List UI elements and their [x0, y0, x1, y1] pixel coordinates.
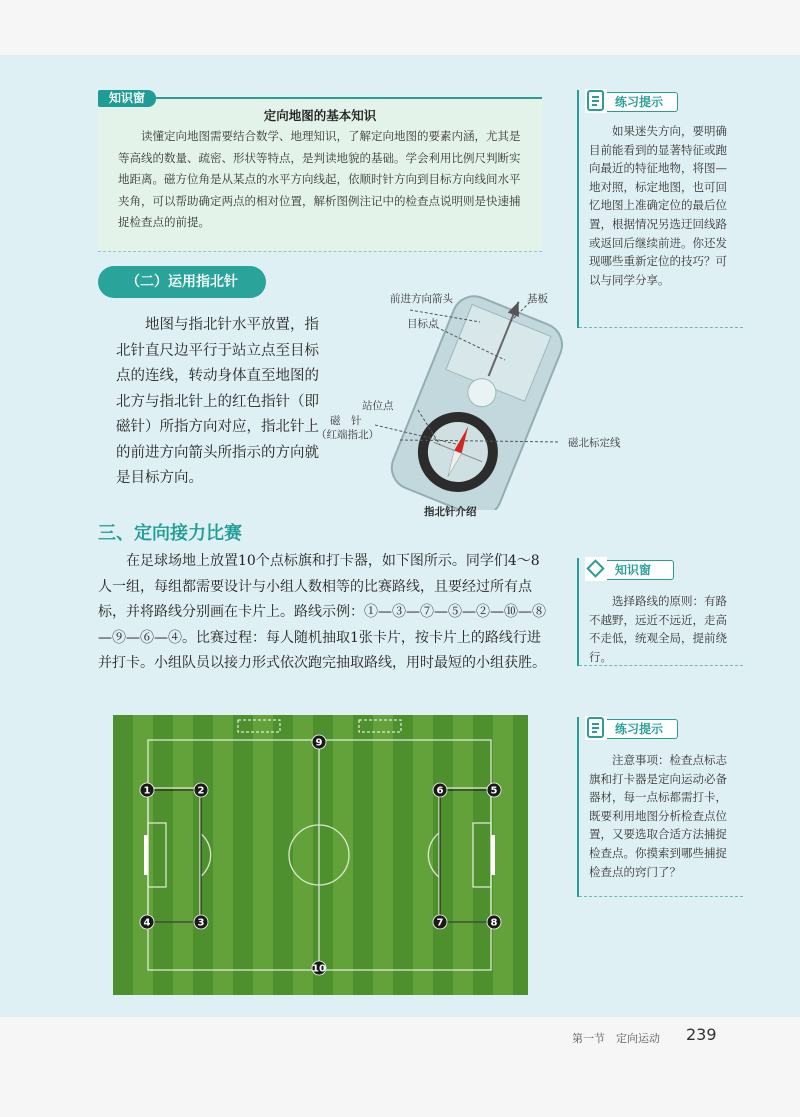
- note-icon: [585, 716, 607, 740]
- compass-illustration: [300, 280, 640, 510]
- side-tip-label: 练习提示: [615, 722, 664, 736]
- footer-section: 第一节 定向运动: [572, 1032, 660, 1045]
- field-marker-label: 5: [490, 785, 498, 797]
- label-north-line: 磁北标定线: [568, 437, 621, 449]
- field-marker-label: 8: [490, 917, 498, 929]
- field-marker-label: 3: [197, 917, 205, 929]
- field-marker-label: 1: [143, 785, 151, 797]
- label-arrow: 前进方向箭头: [390, 293, 453, 305]
- page-number: 239: [686, 1025, 717, 1044]
- figure-caption: 指北针介绍: [424, 506, 477, 518]
- side-tip-text: 如果迷失方向，要明确目前能看到的显著特征或跑向最近的特征地物，将图—地对照，标定地图，也可回忆地图上准确定位的最后位置，根据情况另选迂回线路或返回后继续前进。你还发现哪些重新定位的技巧？可以与同学分享。: [589, 124, 727, 287]
- diamond-icon: [585, 557, 607, 581]
- note-icon: [585, 89, 607, 113]
- knowledge-window-tag: 知识窗: [98, 90, 156, 107]
- side-tip-knowledge: [577, 558, 743, 666]
- field-marker-label: 7: [436, 917, 444, 929]
- field-marker-label: 9: [315, 737, 323, 749]
- section3-paragraph: 在足球场地上放置10个点标旗和打卡器，如下图所示。同学们4～8人一组，每组都需要设计与小组人数相等的比赛路线，且要经过所有点标，并将路线分别画在卡片上。路线示例：①—③—⑦—⑤—②—⑩—⑧—⑨—⑥—④。比赛过程：每人随机抽取1张卡片，按卡片上的路线行进并打卡。小组队员以接力形式依次跑完抽取路线，用时最短的小组获胜。: [98, 553, 546, 671]
- side-tip-text: 注意事项：检查点标志旗和打卡器是定向运动必备器材，每一点标都需打卡，既要利用地图分析检查点位置，又要选取合适方法捕捉检查点。你摸索到哪些捕捉检查点的窍门了？: [589, 753, 727, 879]
- side-tip-tag: [586, 560, 674, 580]
- label-stand: 站位点: [362, 400, 394, 412]
- field-marker-label: 2: [197, 785, 205, 797]
- side-tip-tag: [586, 719, 678, 739]
- side-tip-tag: [586, 92, 678, 112]
- side-tip-label: 练习提示: [615, 95, 664, 109]
- section3-heading: 三、定向接力比赛: [98, 523, 242, 544]
- label-base: 基板: [527, 293, 548, 305]
- section-pill-heading: （二）运用指北针: [98, 266, 266, 298]
- field-marker-label: 6: [436, 785, 444, 797]
- section2-paragraph: 地图与指北针水平放置，指北针直尺边平行于站立点至目标点的连线，转动身体直至地图的北方与指北针上的红色指针（即磁针）所指方向对应，指北针上的前进方向箭头所指示的方向就是目标方向。: [116, 317, 319, 486]
- field-marker-label: 10: [312, 963, 326, 975]
- knowledge-window-text: 读懂定向地图需要结合数学、地理知识，了解定向地图的要素内涵，尤其是等高线的数量、疏密、形状等特点，是判读地貌的基础。学会利用比例尺判断实地距离。磁方位角是从某点的水平方向线起，依顺时针方向到目标方向线间水平夹角，可以帮助确定两点的相对位置，解析图例注记中的检查点说明则是快速捕捉检查点的前提。: [118, 129, 521, 229]
- label-target: 目标点: [407, 318, 439, 330]
- side-tip-practice-2: [577, 717, 743, 897]
- divider: [579, 896, 743, 897]
- field-marker-label: 4: [143, 917, 151, 929]
- divider: [579, 665, 743, 666]
- label-needle-sub: （红端指北）: [316, 429, 379, 441]
- soccer-field: [113, 715, 528, 995]
- side-tip-label: 知识窗: [615, 563, 652, 577]
- knowledge-window-title: 定向地图的基本知识: [263, 108, 377, 123]
- label-needle: 磁 针: [330, 415, 362, 427]
- side-tip-text: 选择路线的原则：有路不越野，远近不远近，走高不走低，统观全局，提前绕行。: [589, 594, 727, 664]
